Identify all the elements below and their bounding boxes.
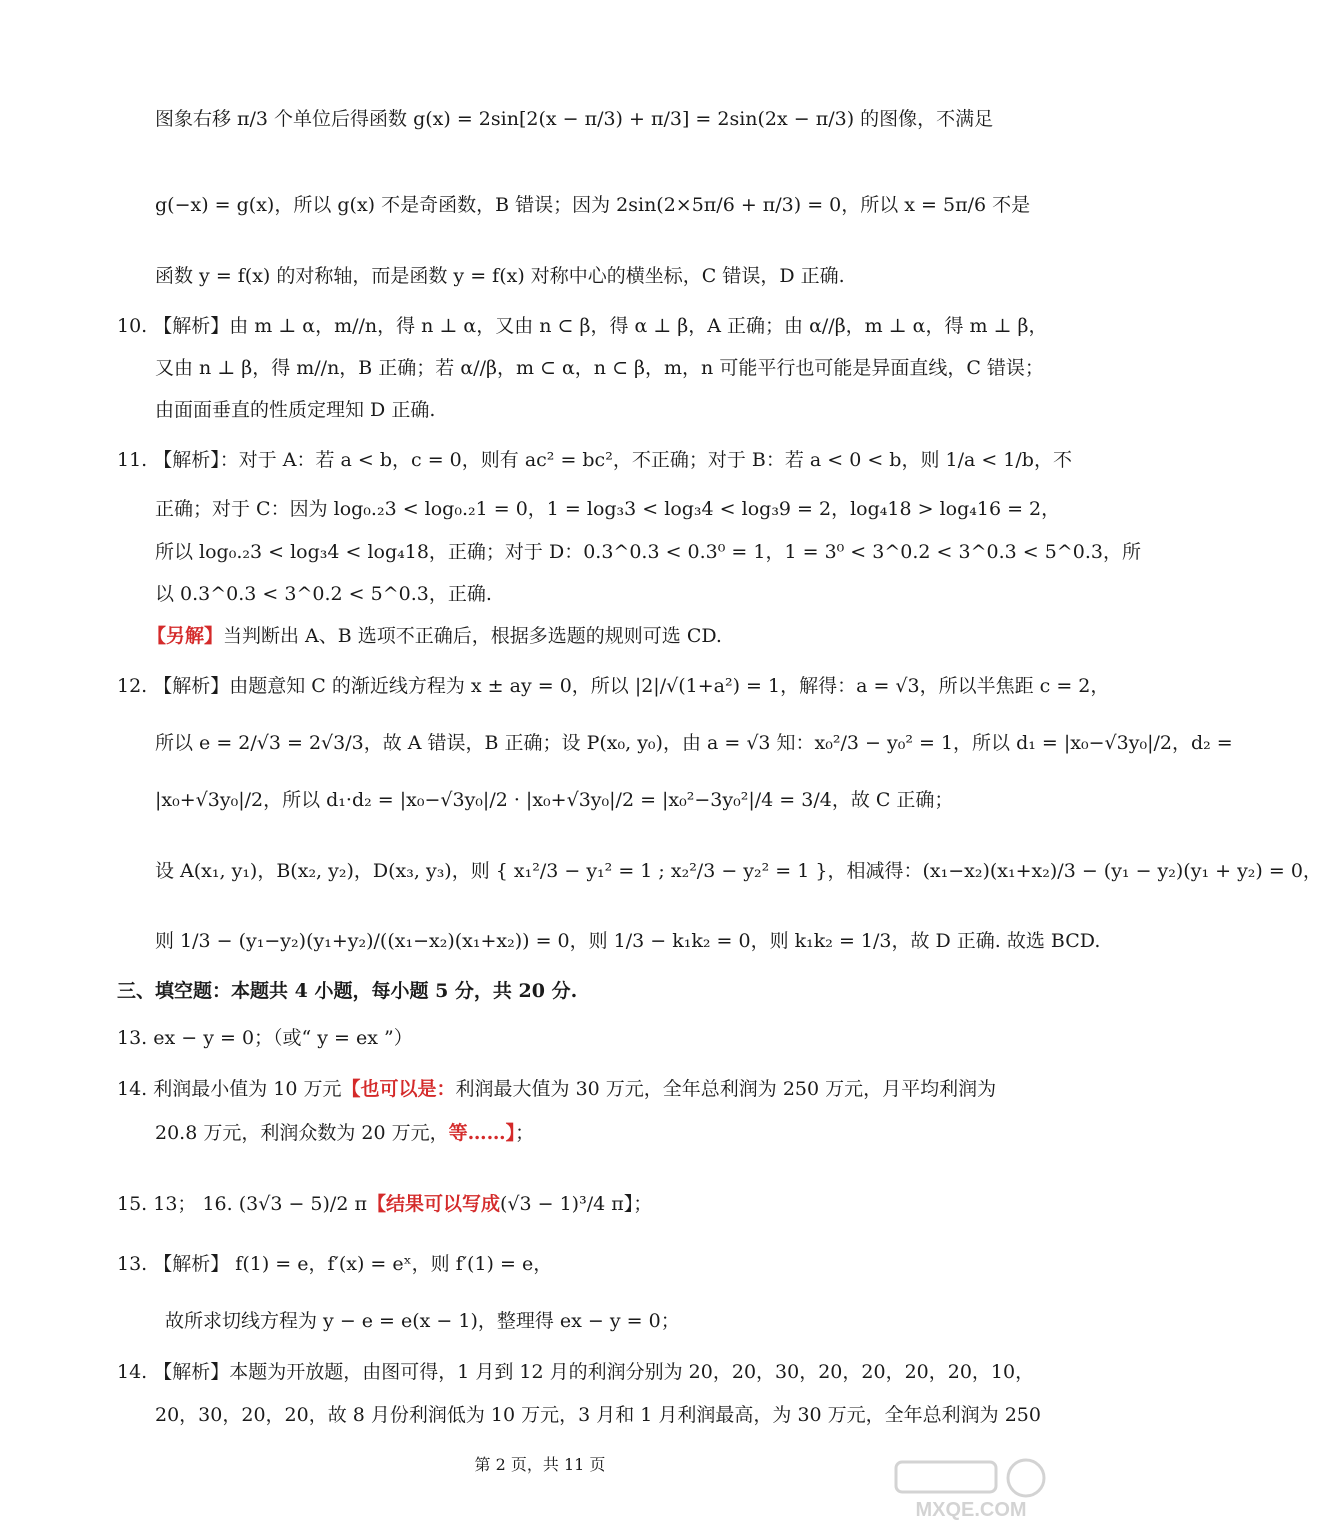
watermark-text: MXQE.COM — [915, 1499, 1027, 1521]
text-line-5: 又由 n ⊥ β，得 m//n，B 正确；若 α//β，m ⊂ α，n ⊂ β，m，n 可能平行也可能是异面直线，C 错误； — [155, 357, 1044, 379]
text-line-10: 以 0.3^0.3 < 3^0.2 < 5^0.3，正确. — [155, 583, 492, 605]
text-line-1: 图象右移 π/3 个单位后得函数 g(x) = 2sin[2(x − π/3) + π/3] = 2sin(2x − π/3) 的图像，不满足 — [155, 108, 994, 130]
text-line-22: 13. 【解析】 f(1) = e，f′(x) = eˣ，则 f′(1) = e， — [117, 1253, 553, 1275]
result-form-tag: 【结果可以写成 — [366, 1193, 500, 1215]
text-line-9: 所以 log₀.₂3 < log₃4 < log₄18，正确；对于 D：0.3^0.3 < 0.3⁰ = 1，1 = 3⁰ < 3^0.2 < 3^0.3 < 5^0.3，所 — [155, 541, 1141, 563]
text-line-25: 20，30，20，20，故 8 月份利润低为 10 万元，3 月和 1 月利润最高，为 30 万元，全年总利润为 250 — [155, 1404, 1041, 1426]
text-line-8: 正确；对于 C：因为 log₀.₂3 < log₀.₂1 = 0，1 = log₃3 < log₃4 < log₃9 = 2，log₄18 > log₄16 = 2， — [155, 498, 1061, 520]
text-line-21: 15. 13； 16. (3√3 − 5)/2 π【结果可以写成(√3 − 1)³/4 π】； — [117, 1193, 653, 1215]
text-line-13: 所以 e = 2/√3 = 2√3/3，故 A 错误，B 正确；设 P(x₀, y₀)，由 a = √3 知：x₀²/3 − y₀² = 1，所以 d₁ = |x₀−√3y₀|/2，d₂ = — [155, 732, 1233, 754]
text-line-15: 设 A(x₁, y₁)，B(x₂, y₂)，D(x₃, y₃)，则 { x₁²/3 − y₁² = 1 ; x₂²/3 − y₂² = 1 }，相减得：(x₁−x₂)(x₁+x₂)/3 − (y₁ − y₂)(y₁ + y₂) = 0， — [155, 860, 1322, 882]
alt-solution-tag: 【另解】 — [147, 625, 224, 647]
text-line-14: |x₀+√3y₀|/2，所以 d₁·d₂ = |x₀−√3y₀|/2 · |x₀+√3y₀|/2 = |x₀²−3y₀²|/4 = 3/4，故 C 正确； — [155, 789, 954, 811]
text-line-11: 【另解】当判断出 A、B 选项不正确后，根据多选题的规则可选 CD. — [147, 625, 722, 647]
page-number: 第 2 页，共 11 页 — [474, 1455, 606, 1474]
section-heading: 三、填空题：本题共 4 小题，每小题 5 分，共 20 分. — [117, 980, 578, 1002]
text-line-3: 函数 y = f(x) 的对称轴，而是函数 y = f(x) 对称中心的横坐标，C 错误，D 正确. — [155, 265, 845, 287]
text-line-2: g(−x) = g(x)，所以 g(x) 不是奇函数，B 错误；因为 2sin(2×5π/6 + π/3) = 0，所以 x = 5π/6 不是 — [155, 194, 1031, 216]
text-line-16: 则 1/3 − (y₁−y₂)(y₁+y₂)/((x₁−x₂)(x₁+x₂)) = 0，则 1/3 − k₁k₂ = 0，则 k₁k₂ = 1/3，故 D 正确. 故选 BCD. — [155, 930, 1101, 952]
text-line-7: 11. 【解析】：对于 A：若 a < b，c = 0，则有 ac² = bc²，不正确；对于 B：若 a < 0 < b，则 1/a < 1/b，不 — [117, 449, 1072, 471]
alt-answer-tag: 【也可以是： — [341, 1078, 456, 1100]
etc-tag: 等……】 — [448, 1122, 516, 1144]
text-line-4: 10. 【解析】由 m ⊥ α，m//n，得 n ⊥ α，又由 n ⊂ β，得 α ⊥ β，A 正确；由 α//β，m ⊥ α，得 m ⊥ β， — [117, 315, 1048, 337]
text-line-18: 13. ex − y = 0；（或“ y = ex ”） — [117, 1027, 413, 1049]
text-line-20: 20.8 万元，利润众数为 20 万元，等……】； — [155, 1122, 535, 1144]
text-line-6: 由面面垂直的性质定理知 D 正确. — [155, 399, 436, 421]
text-line-24: 14. 【解析】本题为开放题，由图可得，1 月到 12 月的利润分别为 20，20，30，20，20，20，20，10， — [117, 1361, 1035, 1383]
text-line-19: 14. 利润最小值为 10 万元【也可以是：利润最大值为 30 万元，全年总利润为 250 万元，月平均利润为 — [117, 1078, 997, 1100]
text-line-23: 故所求切线方程为 y − e = e(x − 1)，整理得 ex − y = 0； — [165, 1310, 680, 1332]
text-line-12: 12. 【解析】由题意知 C 的渐近线方程为 x ± ay = 0，所以 |2|/√(1+a²) = 1，解得：a = √3，所以半焦距 c = 2， — [117, 675, 1110, 697]
watermark-logo — [876, 1456, 1066, 1522]
